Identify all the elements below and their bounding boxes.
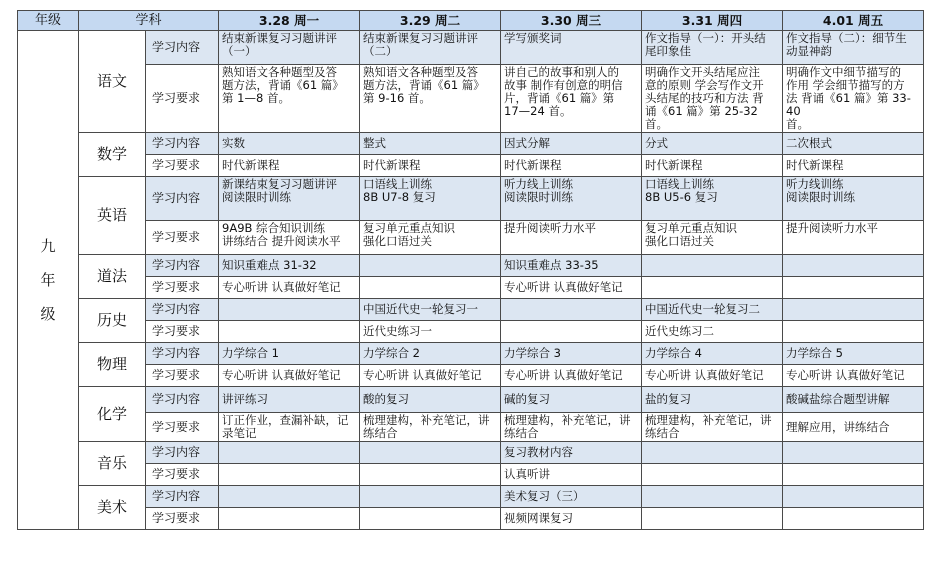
row-type-label: 学习要求: [146, 221, 219, 255]
schedule-cell: [783, 486, 924, 508]
subject-content-row: [18, 255, 924, 277]
schedule-cell: 专心听讲 认真做好笔记: [783, 365, 924, 387]
row-type-label: 学习要求: [146, 277, 219, 299]
schedule-cell: 力学综合 5: [783, 343, 924, 365]
schedule-cell: 9A9B 综合知识训练 讲练结合 提升阅读水平: [219, 221, 360, 255]
schedule-cell: 知识重难点 31-32: [219, 255, 360, 277]
schedule-cell: 听力线上训练 阅读限时训练: [501, 177, 642, 221]
schedule-cell: 整式: [360, 133, 501, 155]
row-type-label: 学习内容: [146, 442, 219, 464]
schedule-cell: [642, 508, 783, 530]
row-type-label: 学习要求: [146, 155, 219, 177]
row-type-label: 学习要求: [146, 464, 219, 486]
subject-name: 英语: [79, 177, 146, 255]
subject-requirement-row: [18, 508, 924, 530]
subject-content-row: [18, 442, 924, 464]
schedule-cell: 听力线训练 阅读限时训练: [783, 177, 924, 221]
schedule-cell: 知识重难点 33-35: [501, 255, 642, 277]
schedule-cell: 口语线上训练 8B U5-6 复习: [642, 177, 783, 221]
schedule-cell: 复习单元重点知识 强化口语过关: [360, 221, 501, 255]
subject-name: 历史: [79, 299, 146, 343]
schedule-cell: 酸的复习: [360, 387, 501, 413]
subject-name: 物理: [79, 343, 146, 387]
header-day: 3.28 周一: [219, 11, 360, 31]
schedule-cell: 专心听讲 认真做好笔记: [219, 365, 360, 387]
subject-requirement-row: [18, 413, 924, 442]
schedule-cell: 中国近代史一轮复习二: [642, 299, 783, 321]
subject-content-row: [18, 177, 924, 221]
schedule-cell: 复习单元重点知识 强化口语过关: [642, 221, 783, 255]
row-type-label: 学习内容: [146, 343, 219, 365]
schedule-cell: [219, 442, 360, 464]
schedule-cell: 力学综合 2: [360, 343, 501, 365]
schedule-cell: 提升阅读听力水平: [501, 221, 642, 255]
schedule-cell: 力学综合 4: [642, 343, 783, 365]
schedule-cell: 时代新课程: [642, 155, 783, 177]
subject-requirement-row: [18, 221, 924, 255]
schedule-cell: 认真听讲: [501, 464, 642, 486]
schedule-table: [17, 10, 924, 530]
schedule-cell: 讲自己的故事和别人的 故事 制作有创意的明信 片，背诵《61 篇》第 17—24 首。: [501, 65, 642, 133]
schedule-cell: 实数: [219, 133, 360, 155]
schedule-cell: 提升阅读听力水平: [783, 221, 924, 255]
subject-content-row: [18, 133, 924, 155]
schedule-cell: [219, 321, 360, 343]
subject-name: 道法: [79, 255, 146, 299]
schedule-cell: [219, 486, 360, 508]
schedule-cell: 中国近代史一轮复习一: [360, 299, 501, 321]
schedule-cell: 美术复习（三）: [501, 486, 642, 508]
schedule-cell: 讲评练习: [219, 387, 360, 413]
schedule-cell: [642, 486, 783, 508]
row-type-label: 学习要求: [146, 413, 219, 442]
subject-requirement-row: [18, 155, 924, 177]
schedule-cell: 专心听讲 认真做好笔记: [501, 365, 642, 387]
subject-name: 音乐: [79, 442, 146, 486]
schedule-cell: [642, 277, 783, 299]
schedule-cell: 近代史练习一: [360, 321, 501, 343]
row-type-label: 学习内容: [146, 133, 219, 155]
schedule-cell: 理解应用，讲练结合: [783, 413, 924, 442]
header-day: 4.01 周五: [783, 11, 924, 31]
subject-requirement-row: [18, 65, 924, 133]
schedule-cell: 新课结束复习习题讲评 阅读限时训练: [219, 177, 360, 221]
header-day: 3.29 周二: [360, 11, 501, 31]
schedule-cell: 学写颁奖词: [501, 31, 642, 65]
schedule-cell: 专心听讲 认真做好笔记: [219, 277, 360, 299]
row-type-label: 学习要求: [146, 321, 219, 343]
row-type-label: 学习内容: [146, 31, 219, 65]
header-day: 3.31 周四: [642, 11, 783, 31]
schedule-cell: 梳理建构，补充笔记，讲 练结合: [360, 413, 501, 442]
schedule-cell: 复习教材内容: [501, 442, 642, 464]
header-row: [18, 11, 924, 31]
subject-content-row: [18, 31, 924, 65]
schedule-cell: [783, 255, 924, 277]
schedule-cell: [783, 299, 924, 321]
subject-name: 化学: [79, 387, 146, 442]
schedule-cell: [642, 464, 783, 486]
schedule-cell: 酸碱盐综合题型讲解: [783, 387, 924, 413]
subject-requirement-row: [18, 464, 924, 486]
schedule-cell: [783, 508, 924, 530]
schedule-cell: 视频网课复习: [501, 508, 642, 530]
schedule-cell: [360, 442, 501, 464]
schedule-cell: [501, 299, 642, 321]
schedule-cell: 时代新课程: [360, 155, 501, 177]
schedule-cell: 结束新课复习习题讲评 （二）: [360, 31, 501, 65]
schedule-cell: 分式: [642, 133, 783, 155]
schedule-cell: [783, 442, 924, 464]
subject-name: 数学: [79, 133, 146, 177]
schedule-cell: 明确作文中细节描写的 作用 学会细节描写的方 法 背诵《61 篇》第 33-40 首。: [783, 65, 924, 133]
header-subject: 学科: [79, 11, 219, 31]
row-type-label: 学习内容: [146, 299, 219, 321]
schedule-cell: [642, 255, 783, 277]
schedule-cell: 作文指导（二）：细节生 动显神韵: [783, 31, 924, 65]
schedule-cell: 时代新课程: [783, 155, 924, 177]
subject-content-row: [18, 387, 924, 413]
schedule-cell: [501, 321, 642, 343]
schedule-cell: 近代史练习二: [642, 321, 783, 343]
schedule-cell: 熟知语文各种题型及答 题方法，背诵《61 篇》 第 1—8 首。: [219, 65, 360, 133]
schedule-cell: [642, 442, 783, 464]
schedule-cell: 梳理建构，补充笔记，讲 练结合: [642, 413, 783, 442]
schedule-cell: 因式分解: [501, 133, 642, 155]
schedule-cell: 专心听讲 认真做好笔记: [501, 277, 642, 299]
schedule-cell: [360, 508, 501, 530]
schedule-cell: [360, 277, 501, 299]
row-type-label: 学习内容: [146, 177, 219, 221]
subject-requirement-row: [18, 321, 924, 343]
subject-requirement-row: [18, 277, 924, 299]
subject-name: 美术: [79, 486, 146, 530]
header-day: 3.30 周三: [501, 11, 642, 31]
schedule-cell: 专心听讲 认真做好笔记: [642, 365, 783, 387]
subject-content-row: [18, 486, 924, 508]
row-type-label: 学习要求: [146, 65, 219, 133]
subject-content-row: [18, 343, 924, 365]
schedule-cell: 明确作文开头结尾应注 意的原则 学会写作文开 头结尾的技巧和方法 背 诵《61 篇》第 25-32 首。: [642, 65, 783, 133]
schedule-cell: 力学综合 3: [501, 343, 642, 365]
schedule-cell: [783, 321, 924, 343]
schedule-cell: 盐的复习: [642, 387, 783, 413]
schedule-cell: 碱的复习: [501, 387, 642, 413]
row-type-label: 学习内容: [146, 255, 219, 277]
schedule-cell: [360, 486, 501, 508]
subject-name: 语文: [79, 31, 146, 133]
row-type-label: 学习要求: [146, 508, 219, 530]
schedule-cell: 时代新课程: [219, 155, 360, 177]
schedule-cell: 时代新课程: [501, 155, 642, 177]
schedule-cell: 熟知语文各种题型及答 题方法，背诵《61 篇》 第 9-16 首。: [360, 65, 501, 133]
schedule-cell: [783, 277, 924, 299]
schedule-cell: 作文指导（一）：开头结 尾印象佳: [642, 31, 783, 65]
schedule-cell: [783, 464, 924, 486]
schedule-cell: [219, 299, 360, 321]
schedule-cell: 订正作业，查漏补缺，记 录笔记: [219, 413, 360, 442]
schedule-cell: 专心听讲 认真做好笔记: [360, 365, 501, 387]
schedule-cell: 梳理建构，补充笔记，讲 练结合: [501, 413, 642, 442]
schedule-cell: [360, 464, 501, 486]
header-grade: 年级: [18, 11, 79, 31]
schedule-cell: 二次根式: [783, 133, 924, 155]
schedule-cell: 口语线上训练 8B U7-8 复习: [360, 177, 501, 221]
row-type-label: 学习内容: [146, 486, 219, 508]
schedule-cell: 结束新课复习习题讲评 （一）: [219, 31, 360, 65]
schedule-cell: [219, 508, 360, 530]
subject-requirement-row: [18, 365, 924, 387]
schedule-cell: 力学综合 1: [219, 343, 360, 365]
schedule-cell: [219, 464, 360, 486]
schedule-cell: [360, 255, 501, 277]
row-type-label: 学习内容: [146, 387, 219, 413]
grade-cell: 九 年 级: [18, 31, 79, 530]
subject-content-row: [18, 299, 924, 321]
row-type-label: 学习要求: [146, 365, 219, 387]
